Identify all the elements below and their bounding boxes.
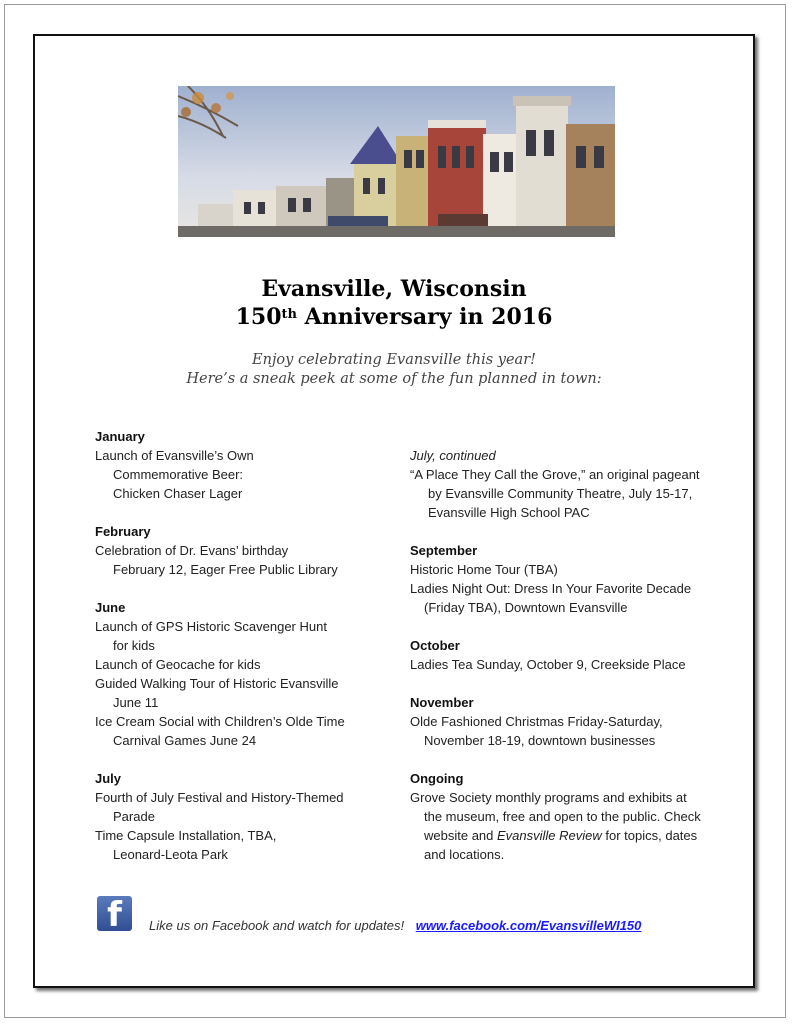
event-line: Ladies Night Out: Dress In Your Favorite Decade xyxy=(410,581,692,596)
section-july xyxy=(95,769,395,864)
event-item: Ladies Tea Sunday, October 9, Creekside Place xyxy=(410,657,686,672)
flyer-page xyxy=(33,34,755,988)
event-line: November 18-19, downtown businesses xyxy=(424,733,656,748)
event-line: for kids xyxy=(113,638,155,653)
event-line: “A Place They Call the Grove,” an original pageant xyxy=(410,467,700,482)
month-heading-continued: July, continued xyxy=(410,448,496,463)
event-line: February 12, Eager Free Public Library xyxy=(113,562,338,577)
event-line: Commemorative Beer: xyxy=(113,467,244,482)
event-text: for topics, dates xyxy=(601,828,698,843)
event-item xyxy=(95,617,395,655)
month-heading: February xyxy=(95,524,151,539)
event-item xyxy=(95,446,395,503)
month-heading: July xyxy=(95,771,122,786)
event-line: Fourth of July Festival and History-Themed xyxy=(95,790,344,805)
event-item xyxy=(410,579,740,617)
section-february xyxy=(95,522,395,579)
event-line: Guided Walking Tour of Historic Evansville xyxy=(95,676,339,691)
event-item xyxy=(95,541,395,579)
event-line: and locations. xyxy=(424,847,505,862)
month-heading: October xyxy=(410,638,460,653)
intro-line-1: Enjoy celebrating Evansville this year! xyxy=(252,352,536,368)
intro-line-2: Here’s a sneak peek at some of the fun planned in town: xyxy=(186,371,602,387)
event-line: Ice Cream Social with Children’s Olde Time xyxy=(95,714,345,729)
section-september xyxy=(410,541,740,617)
event-item xyxy=(95,788,395,826)
footer-message: Like us on Facebook and watch for updates! xyxy=(149,918,405,933)
section-january xyxy=(95,427,395,503)
publication-title: Evansville Review xyxy=(497,828,602,843)
section-ongoing xyxy=(410,769,740,864)
event-line: Celebration of Dr. Evans’ birthday xyxy=(95,543,289,558)
event-line: Chicken Chaser Lager xyxy=(113,486,243,501)
footer xyxy=(97,896,737,936)
title-rest: Anniversary in 2016 xyxy=(297,304,553,330)
events-right-column xyxy=(410,446,740,883)
title-superscript: th xyxy=(281,307,298,322)
event-line: Leonard-Leota Park xyxy=(113,847,228,862)
footer-text xyxy=(149,918,641,933)
event-line: Evansville High School PAC xyxy=(428,505,590,520)
month-heading: November xyxy=(410,695,474,710)
event-item xyxy=(410,465,740,522)
title-line-1: Evansville, Wisconsin xyxy=(261,276,527,302)
facebook-icon xyxy=(97,895,132,935)
event-line xyxy=(410,826,740,845)
event-item: Launch of Geocache for kids xyxy=(95,657,261,672)
event-line: Olde Fashioned Christmas Friday-Saturday, xyxy=(410,714,663,729)
section-october xyxy=(410,636,740,674)
event-item xyxy=(410,788,740,864)
event-line: June 11 xyxy=(113,695,159,710)
event-item xyxy=(95,674,395,712)
section-november xyxy=(410,693,740,750)
event-line: Time Capsule Installation, TBA, xyxy=(95,828,277,843)
event-line: Carnival Games June 24 xyxy=(113,733,257,748)
event-item xyxy=(95,826,395,864)
month-heading: January xyxy=(95,429,145,444)
event-line: by Evansville Community Theatre, July 15-17, xyxy=(428,486,693,501)
event-line: Launch of GPS Historic Scavenger Hunt xyxy=(95,619,327,634)
event-line: Launch of Evansville’s Own xyxy=(95,448,254,463)
banner-photo xyxy=(178,86,615,237)
events-left-column xyxy=(95,427,395,883)
page-title xyxy=(35,275,753,331)
event-line: the museum, free and open to the public. Check xyxy=(424,809,701,824)
title-line-2 xyxy=(35,303,753,331)
facebook-link[interactable]: www.facebook.com/EvansvilleWI150 xyxy=(415,918,642,933)
event-item: Historic Home Tour (TBA) xyxy=(410,562,558,577)
title-number: 150 xyxy=(235,304,282,330)
month-heading: Ongoing xyxy=(410,771,464,786)
month-heading: June xyxy=(95,600,126,615)
month-heading: September xyxy=(410,543,478,558)
event-item xyxy=(410,712,740,750)
event-line: Parade xyxy=(113,809,155,824)
event-text: website and xyxy=(424,828,497,843)
section-july-continued xyxy=(410,446,740,522)
event-item xyxy=(95,712,395,750)
section-june xyxy=(95,598,395,750)
facebook-icon-letter: f xyxy=(107,895,122,935)
event-line: Grove Society monthly programs and exhibits at xyxy=(410,790,687,805)
intro-text xyxy=(35,351,753,389)
event-line: (Friday TBA), Downtown Evansville xyxy=(424,600,628,615)
